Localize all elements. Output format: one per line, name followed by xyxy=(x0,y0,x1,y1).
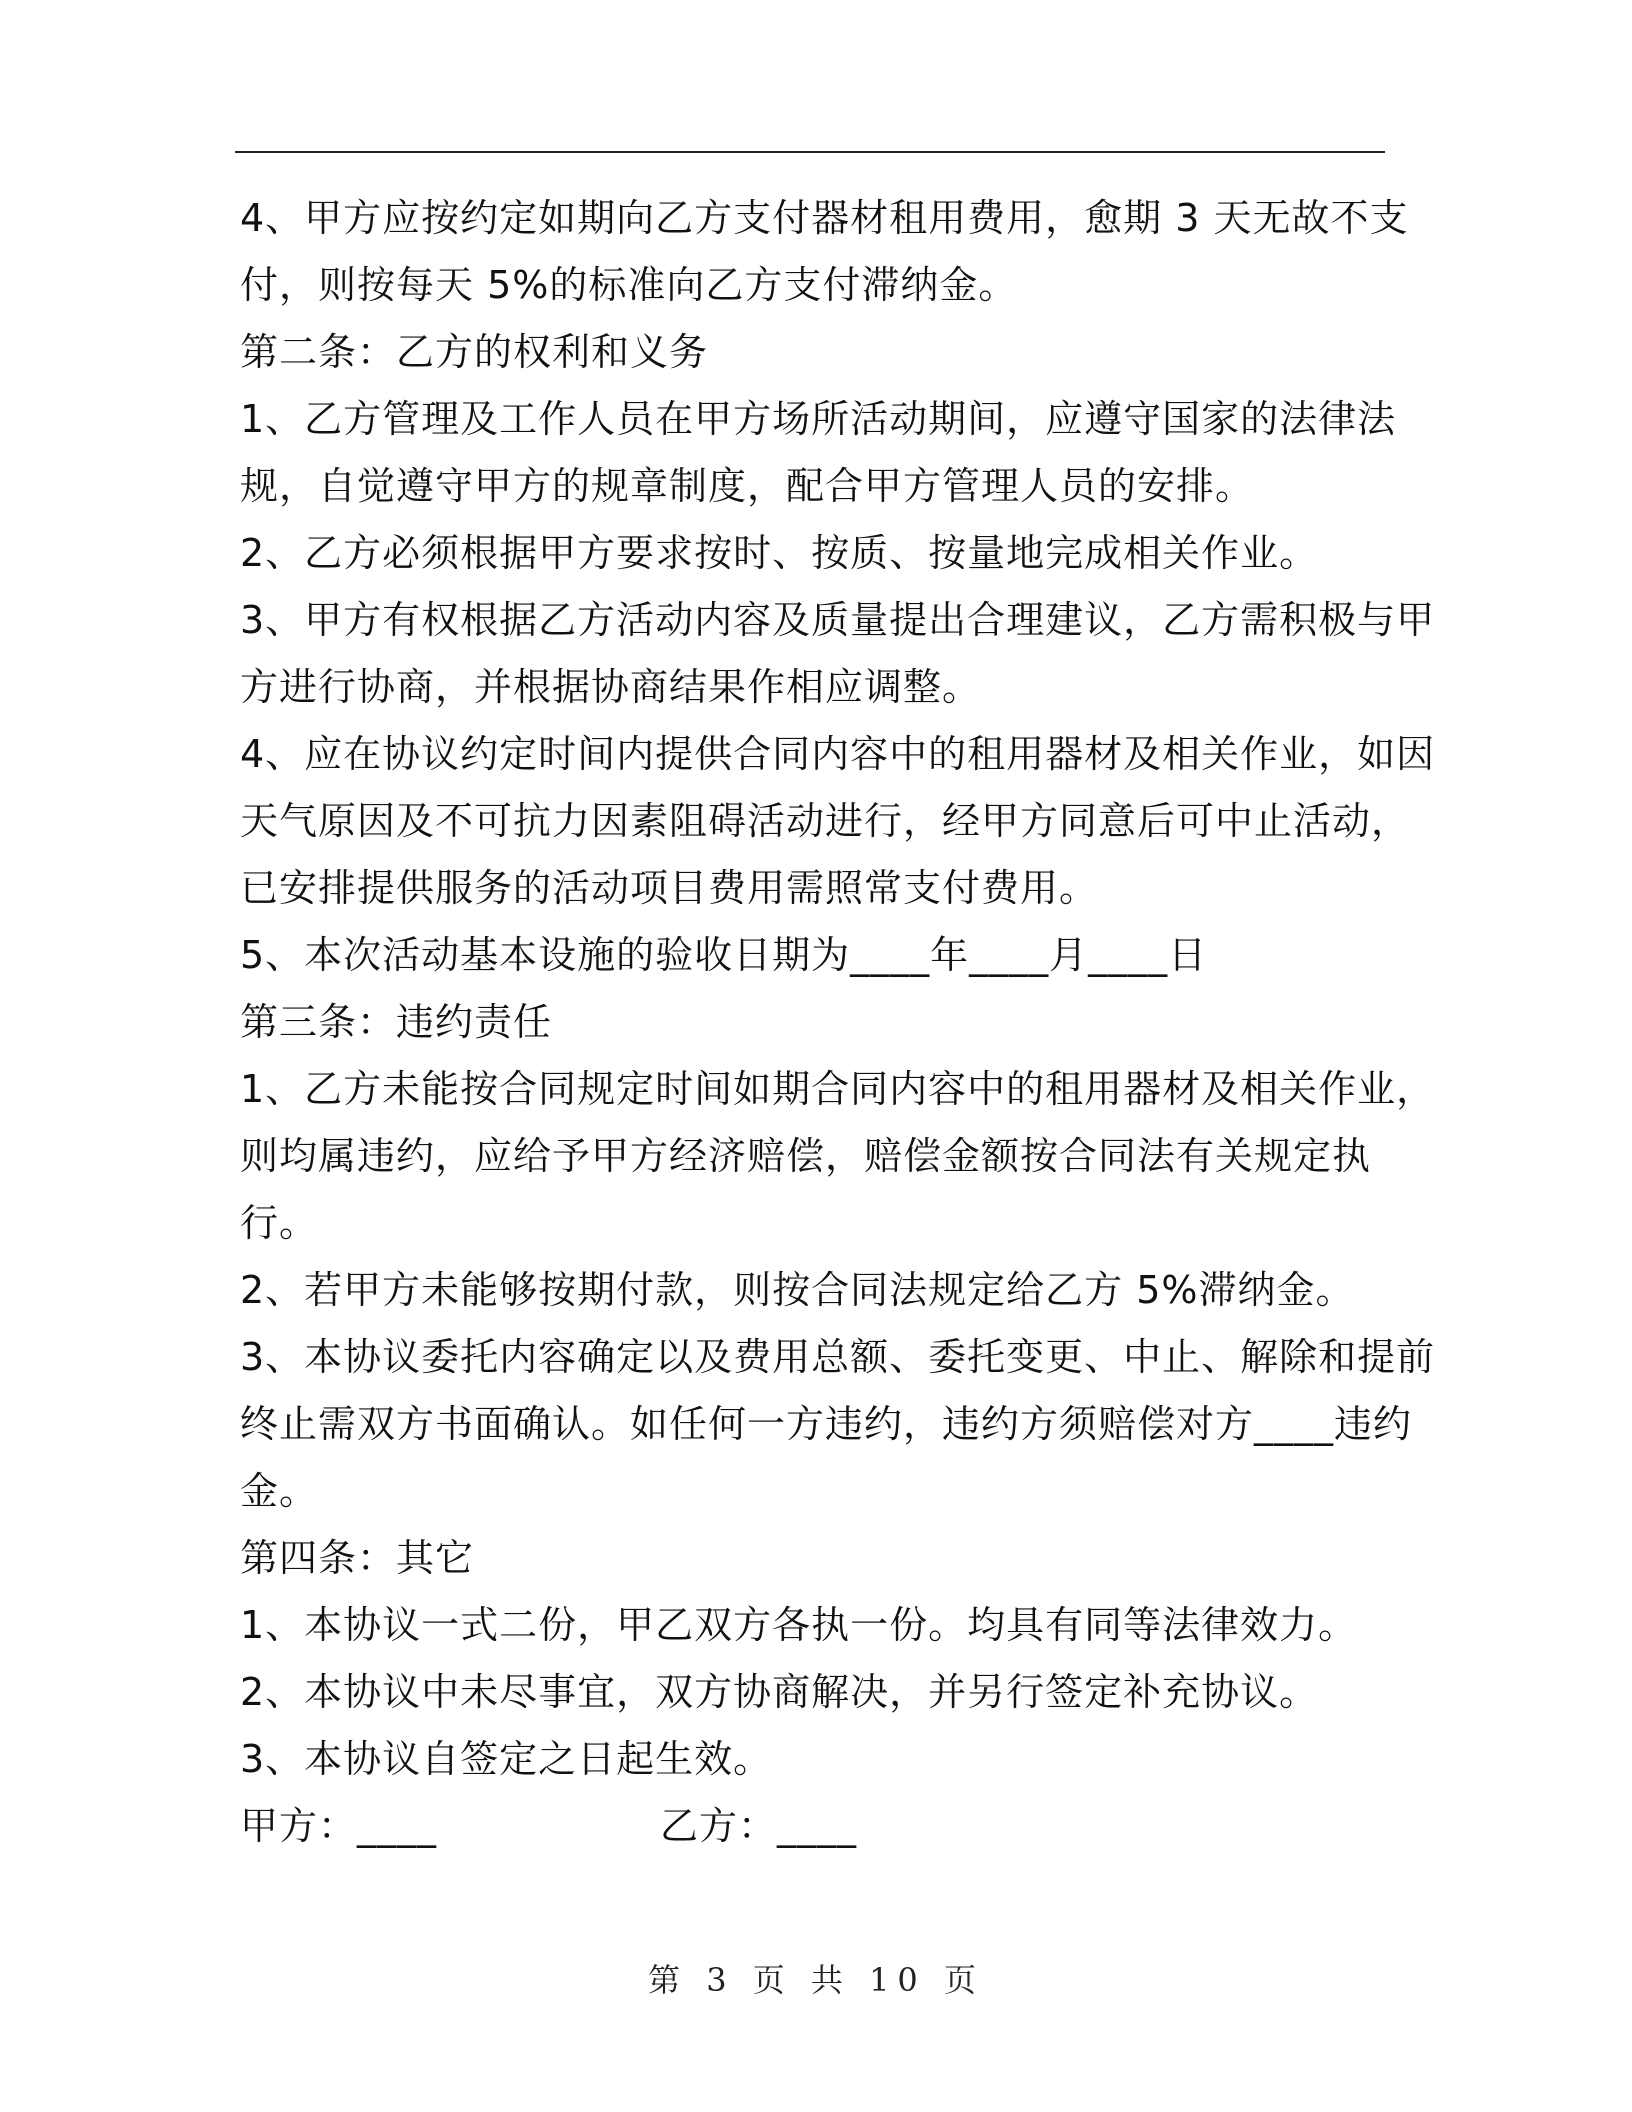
paragraph-line: 则均属违约，应给予甲方经济赔偿，赔偿金额按合同法有关规定执 xyxy=(240,1134,1372,1178)
paragraph-line: 3、本协议自签定之日起生效。 xyxy=(240,1737,773,1781)
document-body xyxy=(240,185,1436,1860)
section-heading: 第三条：违约责任 xyxy=(240,1000,553,1044)
paragraph-line: 1、乙方未能按合同规定时间如期合同内容中的租用器材及相关作业， xyxy=(240,1067,1436,1111)
paragraph-line: 1、乙方管理及工作人员在甲方场所活动期间，应遵守国家的法律法 xyxy=(240,397,1397,441)
paragraph-line: 终止需双方书面确认。如任何一方违约，违约方须赔偿对方____违约 xyxy=(240,1402,1413,1446)
paragraph-line: 天气原因及不可抗力因素阻碍活动进行，经甲方同意后可中止活动， xyxy=(240,799,1411,843)
party-a-signature: 甲方：____ xyxy=(240,1804,438,1848)
paragraph-line: 2、若甲方未能够按期付款，则按合同法规定给乙方 5%滞纳金。 xyxy=(240,1268,1355,1312)
paragraph-line: 3、甲方有权根据乙方活动内容及质量提出合理建议，乙方需积极与甲 xyxy=(240,598,1436,642)
paragraph-line: 方进行协商，并根据协商结果作相应调整。 xyxy=(240,665,982,709)
header-rule xyxy=(235,151,1385,153)
paragraph-line: 行。 xyxy=(240,1201,319,1245)
section-heading: 第四条：其它 xyxy=(240,1536,475,1580)
paragraph-line: 规，自觉遵守甲方的规章制度，配合甲方管理人员的安排。 xyxy=(240,464,1255,508)
paragraph-line: 4、甲方应按约定如期向乙方支付器材租用费用，愈期 3 天无故不支 xyxy=(240,196,1409,240)
paragraph-line: 3、本协议委托内容确定以及费用总额、委托变更、中止、解除和提前 xyxy=(240,1335,1436,1379)
page-number: 第 3 页 共 10 页 xyxy=(648,1961,984,1999)
paragraph-line: 金。 xyxy=(240,1469,319,1513)
paragraph-line: 1、本协议一式二份，甲乙双方各执一份。均具有同等法律效力。 xyxy=(240,1603,1358,1647)
paragraph-line: 已安排提供服务的活动项目费用需照常支付费用。 xyxy=(240,866,1099,910)
paragraph-line: 2、乙方必须根据甲方要求按时、按质、按量地完成相关作业。 xyxy=(240,531,1319,575)
paragraph-line: 付，则按每天 5%的标准向乙方支付滞纳金。 xyxy=(240,263,1018,307)
signature-row xyxy=(240,1793,1390,1860)
paragraph-line: 5、本次活动基本设施的验收日期为____年____月____日 xyxy=(240,933,1208,977)
party-b-signature: 乙方：____ xyxy=(660,1804,858,1848)
paragraph-line: 4、应在协议约定时间内提供合同内容中的租用器材及相关作业，如因 xyxy=(240,732,1436,776)
paragraph-line: 2、本协议中未尽事宜，双方协商解决，并另行签定补充协议。 xyxy=(240,1670,1319,1714)
section-heading: 第二条：乙方的权利和义务 xyxy=(240,330,709,374)
